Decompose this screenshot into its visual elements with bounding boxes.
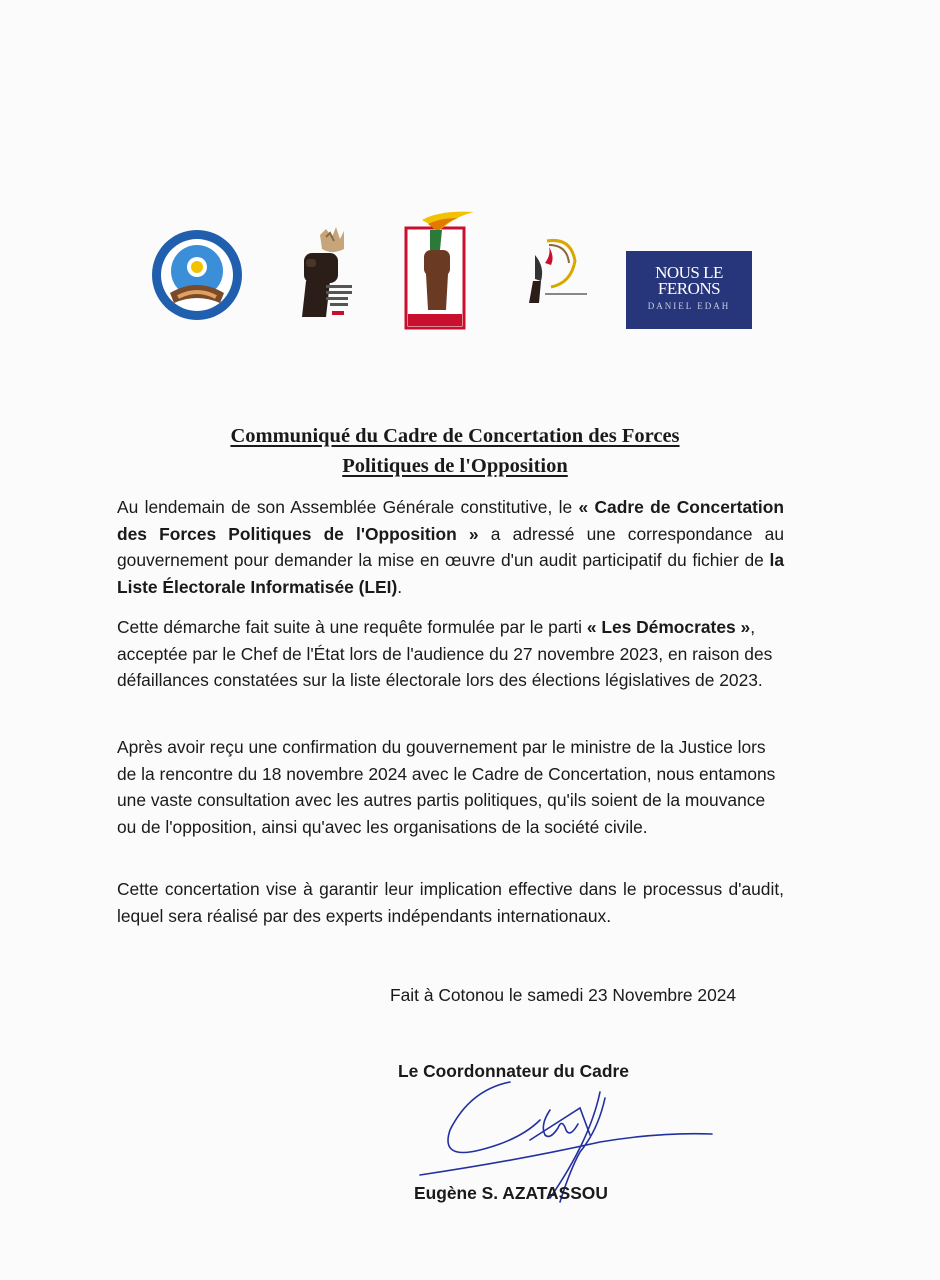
paragraph-4: Cette concertation vise à garantir leur implication effective dans le processus d'audit, lequel sera réalisé par des experts indépendants internationaux. <box>117 879 784 926</box>
cadre-concertation-logo <box>150 227 245 325</box>
p2-text-c: , acceptée par le Chef de l'État lors de l'audience du 27 novembre 2023, en raison des défaillances constatées sur la liste électorale lors des élections législatives de 2023. <box>117 617 773 690</box>
title-line-1: Communiqué du Cadre de Concertation des Forces <box>230 425 680 447</box>
nous-le-ferons-logo <box>626 251 752 329</box>
mpl-logo <box>282 225 362 333</box>
force-nationale-logo <box>515 233 595 315</box>
les-democrates-logo <box>400 210 478 335</box>
circular-seal-handshake-icon <box>150 227 245 325</box>
paragraph-1 <box>117 494 784 600</box>
p1-cadre-name: « Cadre de Concertation des Forces Politiques de l'Opposition » <box>117 497 784 544</box>
p1-text-c: a adressé une correspondance au gouvernement pour demander la mise en œuvre d'un audit participatif du fichier de <box>117 523 784 570</box>
p1-text-e: . <box>397 576 403 597</box>
date-line: Fait à Cotonou le samedi 23 Novembre 2024 <box>390 985 737 1005</box>
ferons-text: FERONS <box>657 279 721 298</box>
p1-text-a: Au lendemain de son Assemblée Générale constitutive, le <box>117 497 579 517</box>
fist-torch-icon <box>400 210 478 335</box>
paragraph-3: Après avoir reçu une confirmation du gouvernement par le ministre de la Justice lors de la rencontre du 18 novembre 2024 avec le Cadre de Concertation, nous entamons une vaste consultation avec les autres partis politiques, qu'ils soient de la mouvance ou de l'opposition, ainsi qu'avec les organisations de la société civile. <box>117 737 776 837</box>
logos-row <box>0 205 940 340</box>
nous-le-text: NOUS LE <box>655 263 723 282</box>
title-line-2: Politiques de l'Opposition <box>342 455 568 477</box>
p1-lei-name: la Liste Électorale Informatisée (LEI) <box>117 550 784 597</box>
p2-text-a: Cette démarche fait suite à une requête formulée par le parti <box>117 617 587 637</box>
communique-title <box>110 421 800 481</box>
signatory-name: Eugène S. AZATASSOU <box>414 1183 608 1203</box>
paragraph-2 <box>117 614 784 694</box>
p2-party-name: « Les Démocrates » <box>586 617 751 637</box>
quill-flame-icon <box>515 233 595 315</box>
daniel-edah-text: DANIEL EDAH <box>647 301 731 311</box>
signatory-title: Le Coordonnateur du Cadre <box>398 1061 629 1081</box>
raised-fist-torch-icon <box>282 225 362 333</box>
